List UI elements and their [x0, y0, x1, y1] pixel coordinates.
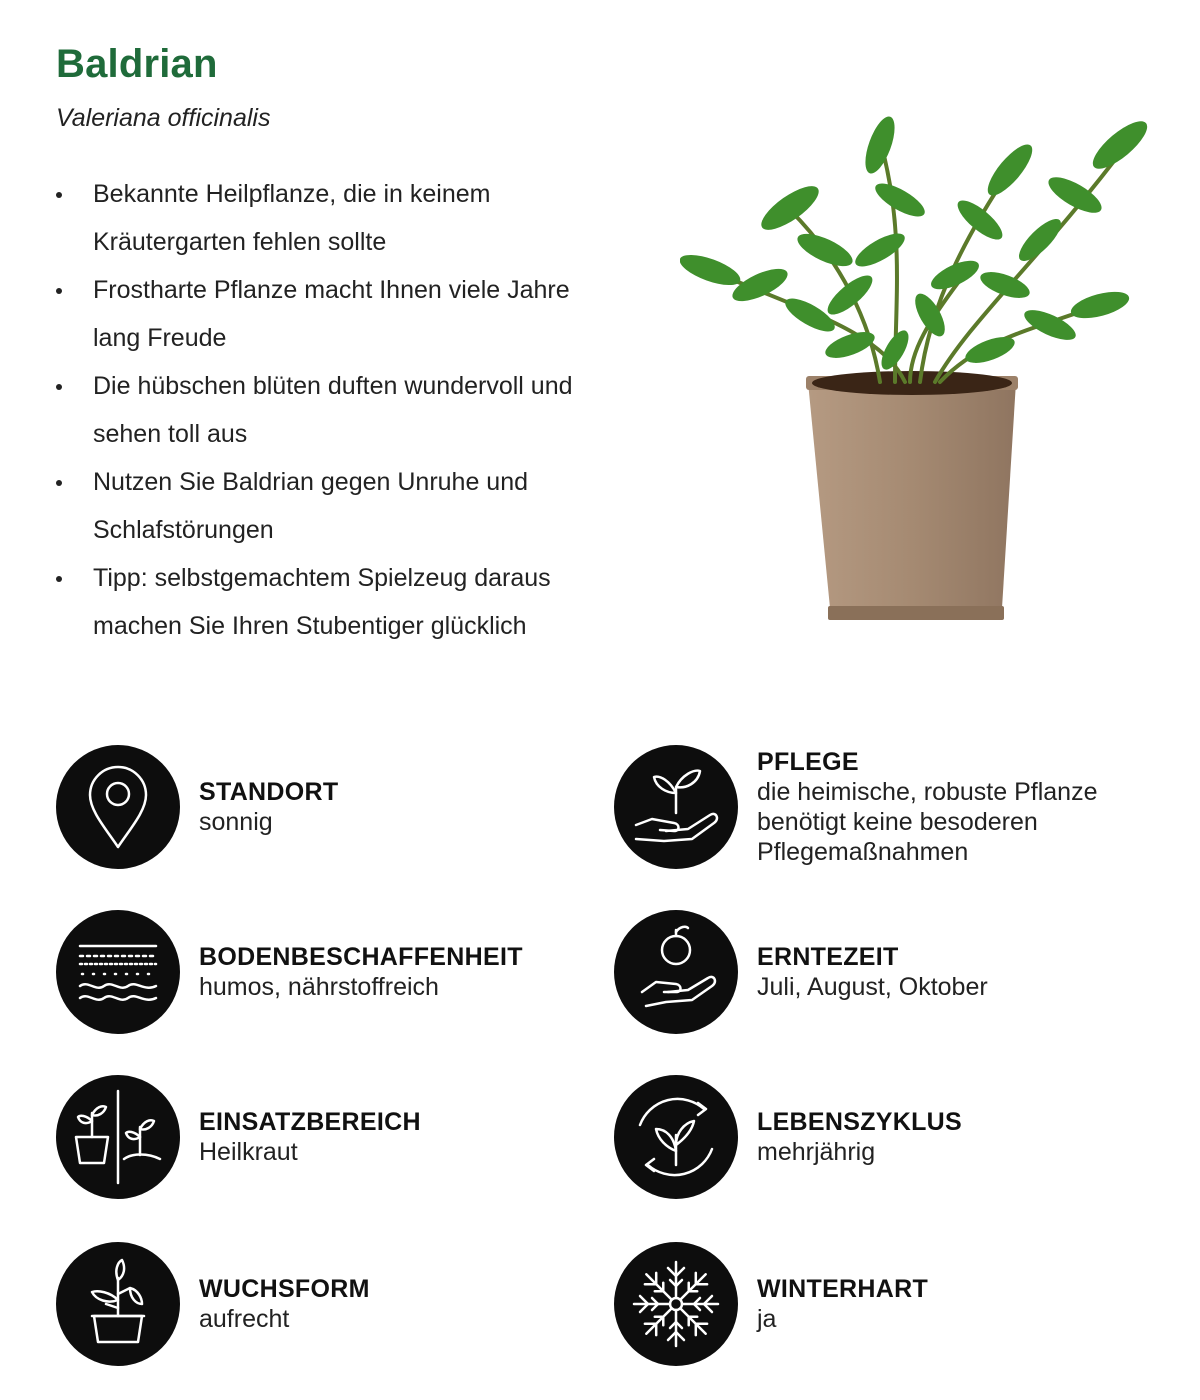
feature-bullet-list — [56, 170, 616, 650]
feature-einsatzbereich — [56, 1075, 576, 1199]
feature-winterhart — [614, 1242, 1134, 1366]
feature-value: aufrecht — [199, 1305, 290, 1333]
feature-standort — [56, 745, 576, 869]
location-pin-icon — [56, 745, 180, 869]
pot-and-ground-icon — [56, 1075, 180, 1199]
feature-label: WUCHSFORM — [199, 1275, 370, 1303]
feature-label: LEBENSZYKLUS — [757, 1108, 963, 1136]
bullet-item — [56, 266, 616, 362]
feature-label: EINSATZBEREICH — [199, 1108, 421, 1136]
bullet-text: Tipp: selbstgemachtem Spielzeug daraus machen Sie Ihren Stubentiger glücklich — [93, 564, 551, 640]
lifecycle-icon — [614, 1075, 738, 1199]
feature-label: BODENBESCHAFFENHEIT — [199, 943, 523, 971]
bullet-text: Frostharte Pflanze macht Ihnen viele Jahre lang Freude — [93, 276, 570, 352]
feature-value: sonnig — [199, 808, 273, 836]
bullet-text: Nutzen Sie Baldrian gegen Unruhe und Schlafstörungen — [93, 468, 529, 544]
feature-label: ERNTEZEIT — [757, 943, 899, 971]
bullet-dot-icon — [56, 288, 62, 294]
feature-bodenbeschaffenheit — [56, 910, 576, 1034]
product-title: Baldrian — [56, 42, 218, 86]
potted-plant-image — [680, 100, 1160, 630]
feature-erntezeit — [614, 910, 1134, 1034]
bullet-text: Die hübschen blüten duften wundervoll und sehen toll aus — [93, 372, 573, 448]
feature-label: PFLEGE — [757, 748, 859, 776]
snowflake-icon — [614, 1242, 738, 1366]
bullet-text: Bekannte Heilpflanze, die in keinem Kräutergarten fehlen sollte — [93, 180, 491, 256]
bullet-item — [56, 362, 616, 458]
growth-form-icon — [56, 1242, 180, 1366]
soil-layers-icon — [56, 910, 180, 1034]
feature-value: die heimische, robuste Pflanze benötigt keine besoderen Pflegemaßnahmen — [757, 778, 1098, 866]
feature-value: mehrjährig — [757, 1138, 876, 1166]
seedling-hand-icon — [614, 745, 738, 869]
feature-value: humos, nährstoffreich — [199, 973, 439, 1001]
botanical-name: Valeriana officinalis — [56, 104, 271, 132]
bullet-item — [56, 170, 616, 266]
feature-label: STANDORT — [199, 778, 339, 806]
feature-value: Heilkraut — [199, 1138, 298, 1166]
feature-wuchsform — [56, 1242, 576, 1366]
feature-lebenszyklus — [614, 1075, 1134, 1199]
feature-label: WINTERHART — [757, 1275, 929, 1303]
harvest-hand-icon — [614, 910, 738, 1034]
feature-value: Juli, August, Oktober — [757, 973, 988, 1001]
bullet-dot-icon — [56, 192, 62, 198]
bullet-dot-icon — [56, 480, 62, 486]
bullet-item — [56, 458, 616, 554]
plant-properties-grid — [56, 745, 1156, 1375]
bullet-item — [56, 554, 616, 650]
feature-value: ja — [757, 1305, 777, 1333]
bullet-dot-icon — [56, 384, 62, 390]
feature-pflege — [614, 745, 1134, 869]
bullet-dot-icon — [56, 576, 62, 582]
